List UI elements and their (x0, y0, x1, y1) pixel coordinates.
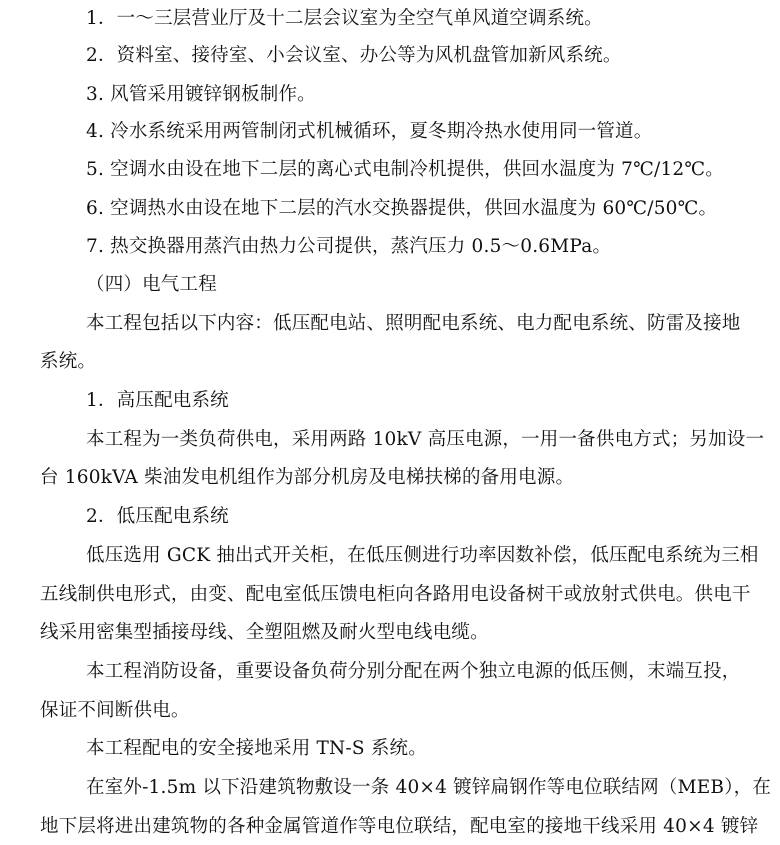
intro-line-2: 系统。 (40, 351, 97, 372)
list-number: 5. (86, 159, 105, 180)
list-text: 一～三层营业厅及十二层会议室为全空气单风道空调系统。 (116, 8, 603, 29)
list-number: 4. (86, 121, 105, 142)
sub1-heading: 1．高压配电系统 (86, 390, 229, 411)
list-number: 1． (86, 8, 117, 29)
hvac-item-2 (86, 44, 622, 68)
sub1-body-line-2: 台 160kVA 柴油发电机组作为部分机房及电梯扶梯的备用电源。 (40, 467, 575, 488)
hvac-item-5 (86, 158, 724, 182)
list-number: 7. (86, 236, 105, 257)
sub2-body-line-2: 五线制供电形式，由变、配电室低压馈电柜向各路用电设备树干或放射式供电。供电干 (40, 584, 751, 605)
hvac-item-1 (86, 7, 603, 31)
sub2-heading: 2．低压配电系统 (86, 506, 229, 527)
grounding-para: 本工程配电的安全接地采用 TN-S 系统。 (86, 738, 427, 759)
sub2-body-line-3: 线采用密集型插接母线、全塑阻燃及耐火型电线电缆。 (40, 622, 489, 643)
hvac-item-4 (86, 120, 652, 144)
hvac-item-3 (86, 83, 316, 107)
bonding-para-line-2: 地下层将进出建筑物的各种金属管道作等电位联结，配电室的接地干线采用 40×4 镀锌 (40, 816, 759, 837)
fire-para-line-2: 保证不间断供电。 (40, 700, 190, 721)
list-number: 6. (86, 198, 105, 219)
list-text: 空调水由设在地下二层的离心式电制冷机提供，供回水温度为 7℃/12℃。 (110, 159, 724, 180)
list-text: 热交换器用蒸汽由热力公司提供，蒸汽压力 0.5～0.6MPa。 (110, 236, 612, 257)
list-text: 冷水系统采用两管制闭式机械循环，夏冬期冷热水使用同一管道。 (110, 121, 653, 142)
hvac-item-6 (86, 197, 717, 221)
list-number: 2． (86, 45, 117, 66)
sub1-body-line-1: 本工程为一类负荷供电，采用两路 10kV 高压电源，一用一备供电方式；另加设一 (86, 429, 765, 450)
list-text: 风管采用镀锌钢板制作。 (110, 84, 316, 105)
bonding-para-line-1: 在室外-1.5m 以下沿建筑物敷设一条 40×4 镀锌扁钢作等电位联结网（MEB），在 (86, 777, 772, 798)
list-number: 3. (86, 84, 105, 105)
hvac-item-7 (86, 235, 611, 259)
section-heading: （四）电气工程 (86, 274, 217, 295)
sub2-body-line-1: 低压选用 GCK 抽出式开关柜，在低压侧进行功率因数补偿，低压配电系统为三相 (86, 545, 759, 566)
fire-para-line-1: 本工程消防设备，重要设备负荷分别分配在两个独立电源的低压侧，末端互投， (86, 661, 741, 682)
list-text: 空调热水由设在地下二层的汽水交换器提供，供回水温度为 60℃/50℃。 (110, 198, 718, 219)
list-text: 资料室、接待室、小会议室、办公等为风机盘管加新风系统。 (116, 45, 622, 66)
intro-line-1: 本工程包括以下内容：低压配电站、照明配电系统、电力配电系统、防雷及接地 (86, 313, 741, 334)
